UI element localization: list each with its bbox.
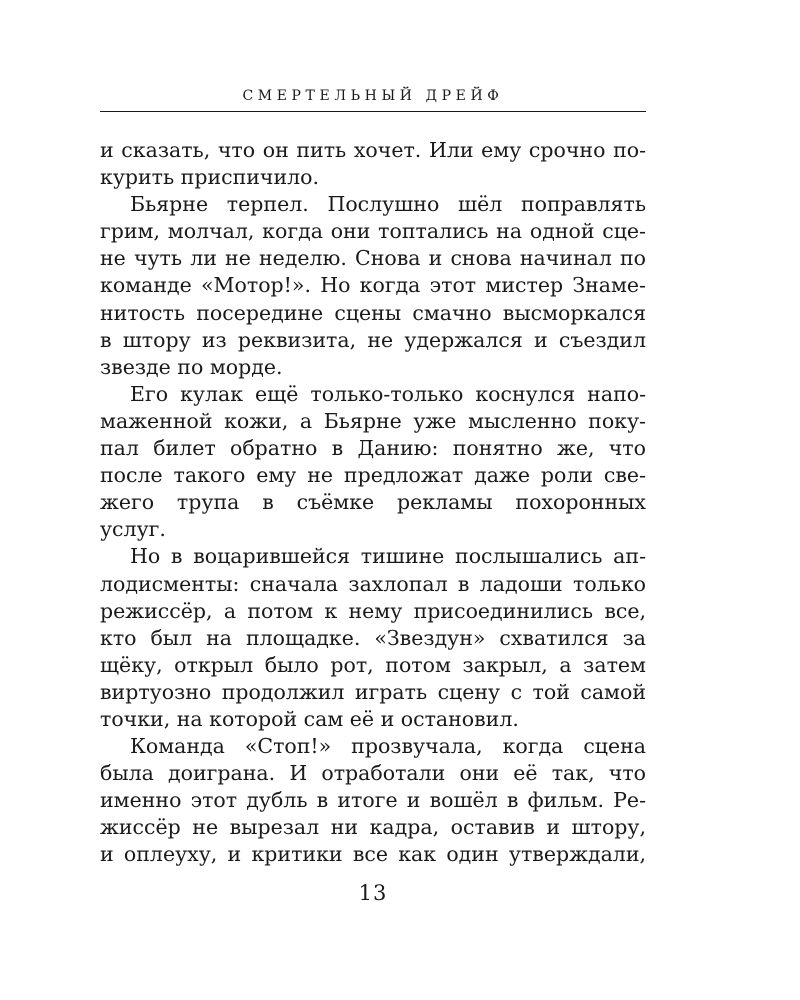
text-line: курить приспичило. (100, 165, 320, 190)
text-line: жиссёр не вырезал ни кадра, оставив и штору, (100, 815, 646, 840)
text-line: не чуть ли не неделю. Снова и снова начинал по (100, 246, 646, 271)
text-line: звезде по морде. (100, 354, 283, 379)
text-line: режиссёр, а потом к нему присоединились все, (100, 598, 646, 623)
text-line: точки, на которой сам её и остановил. (100, 706, 519, 731)
text-line: команде «Мотор!». Но когда этот мистер Знаме- (100, 273, 646, 298)
body-text (100, 137, 646, 869)
text-line: пал билет обратно в Данию: понятно же, что (100, 436, 646, 461)
text-line: Его кулак ещё только-только коснулся напо- (130, 381, 646, 406)
text-line: маженной кожи, а Бьярне уже мысленно поку- (100, 408, 646, 433)
text-line: после такого ему не предложат даже роли све- (100, 463, 646, 488)
text-line: грим, молчал, когда они топтались на одной сце- (100, 219, 646, 244)
text-line: была доиграна. И отработали они её так, что (100, 761, 646, 786)
text-line: нитость посередине сцены смачно высморкался (100, 300, 646, 325)
header-rule (100, 111, 646, 112)
page-number: 13 (358, 881, 388, 905)
text-line: именно этот дубль в итоге и вошёл в фильм. Ре- (100, 788, 646, 813)
text-line: кто был на площадке. «Звездун» схватился за (100, 625, 646, 650)
text-line: и сказать, что он пить хочет. Или ему срочно по- (100, 138, 646, 162)
text-line: виртуозно продолжил играть сцену с той самой (100, 679, 646, 704)
text-line: услуг. (100, 517, 166, 542)
text-line: Команда «Стоп!» прозвучала, когда сцена (130, 734, 646, 759)
text-line: и оплеуху, и критики все как один утверждали, (100, 842, 646, 867)
text-line: жего трупа в съёмке рекламы похоронных (100, 490, 646, 515)
text-line: щёку, открыл было рот, потом закрыл, а затем (100, 652, 646, 677)
text-line: Но в воцарившейся тишине послышались ап- (130, 544, 646, 569)
text-line: Бьярне терпел. Послушно шёл поправлять (130, 192, 646, 217)
running-head: СМЕРТЕЛЬНЫЙ ДРЕЙФ (242, 88, 504, 104)
text-line: лодисменты: сначала захлопал в ладоши только (100, 571, 646, 596)
text-line: в штору из реквизита, не удержался и съездил (100, 327, 646, 352)
